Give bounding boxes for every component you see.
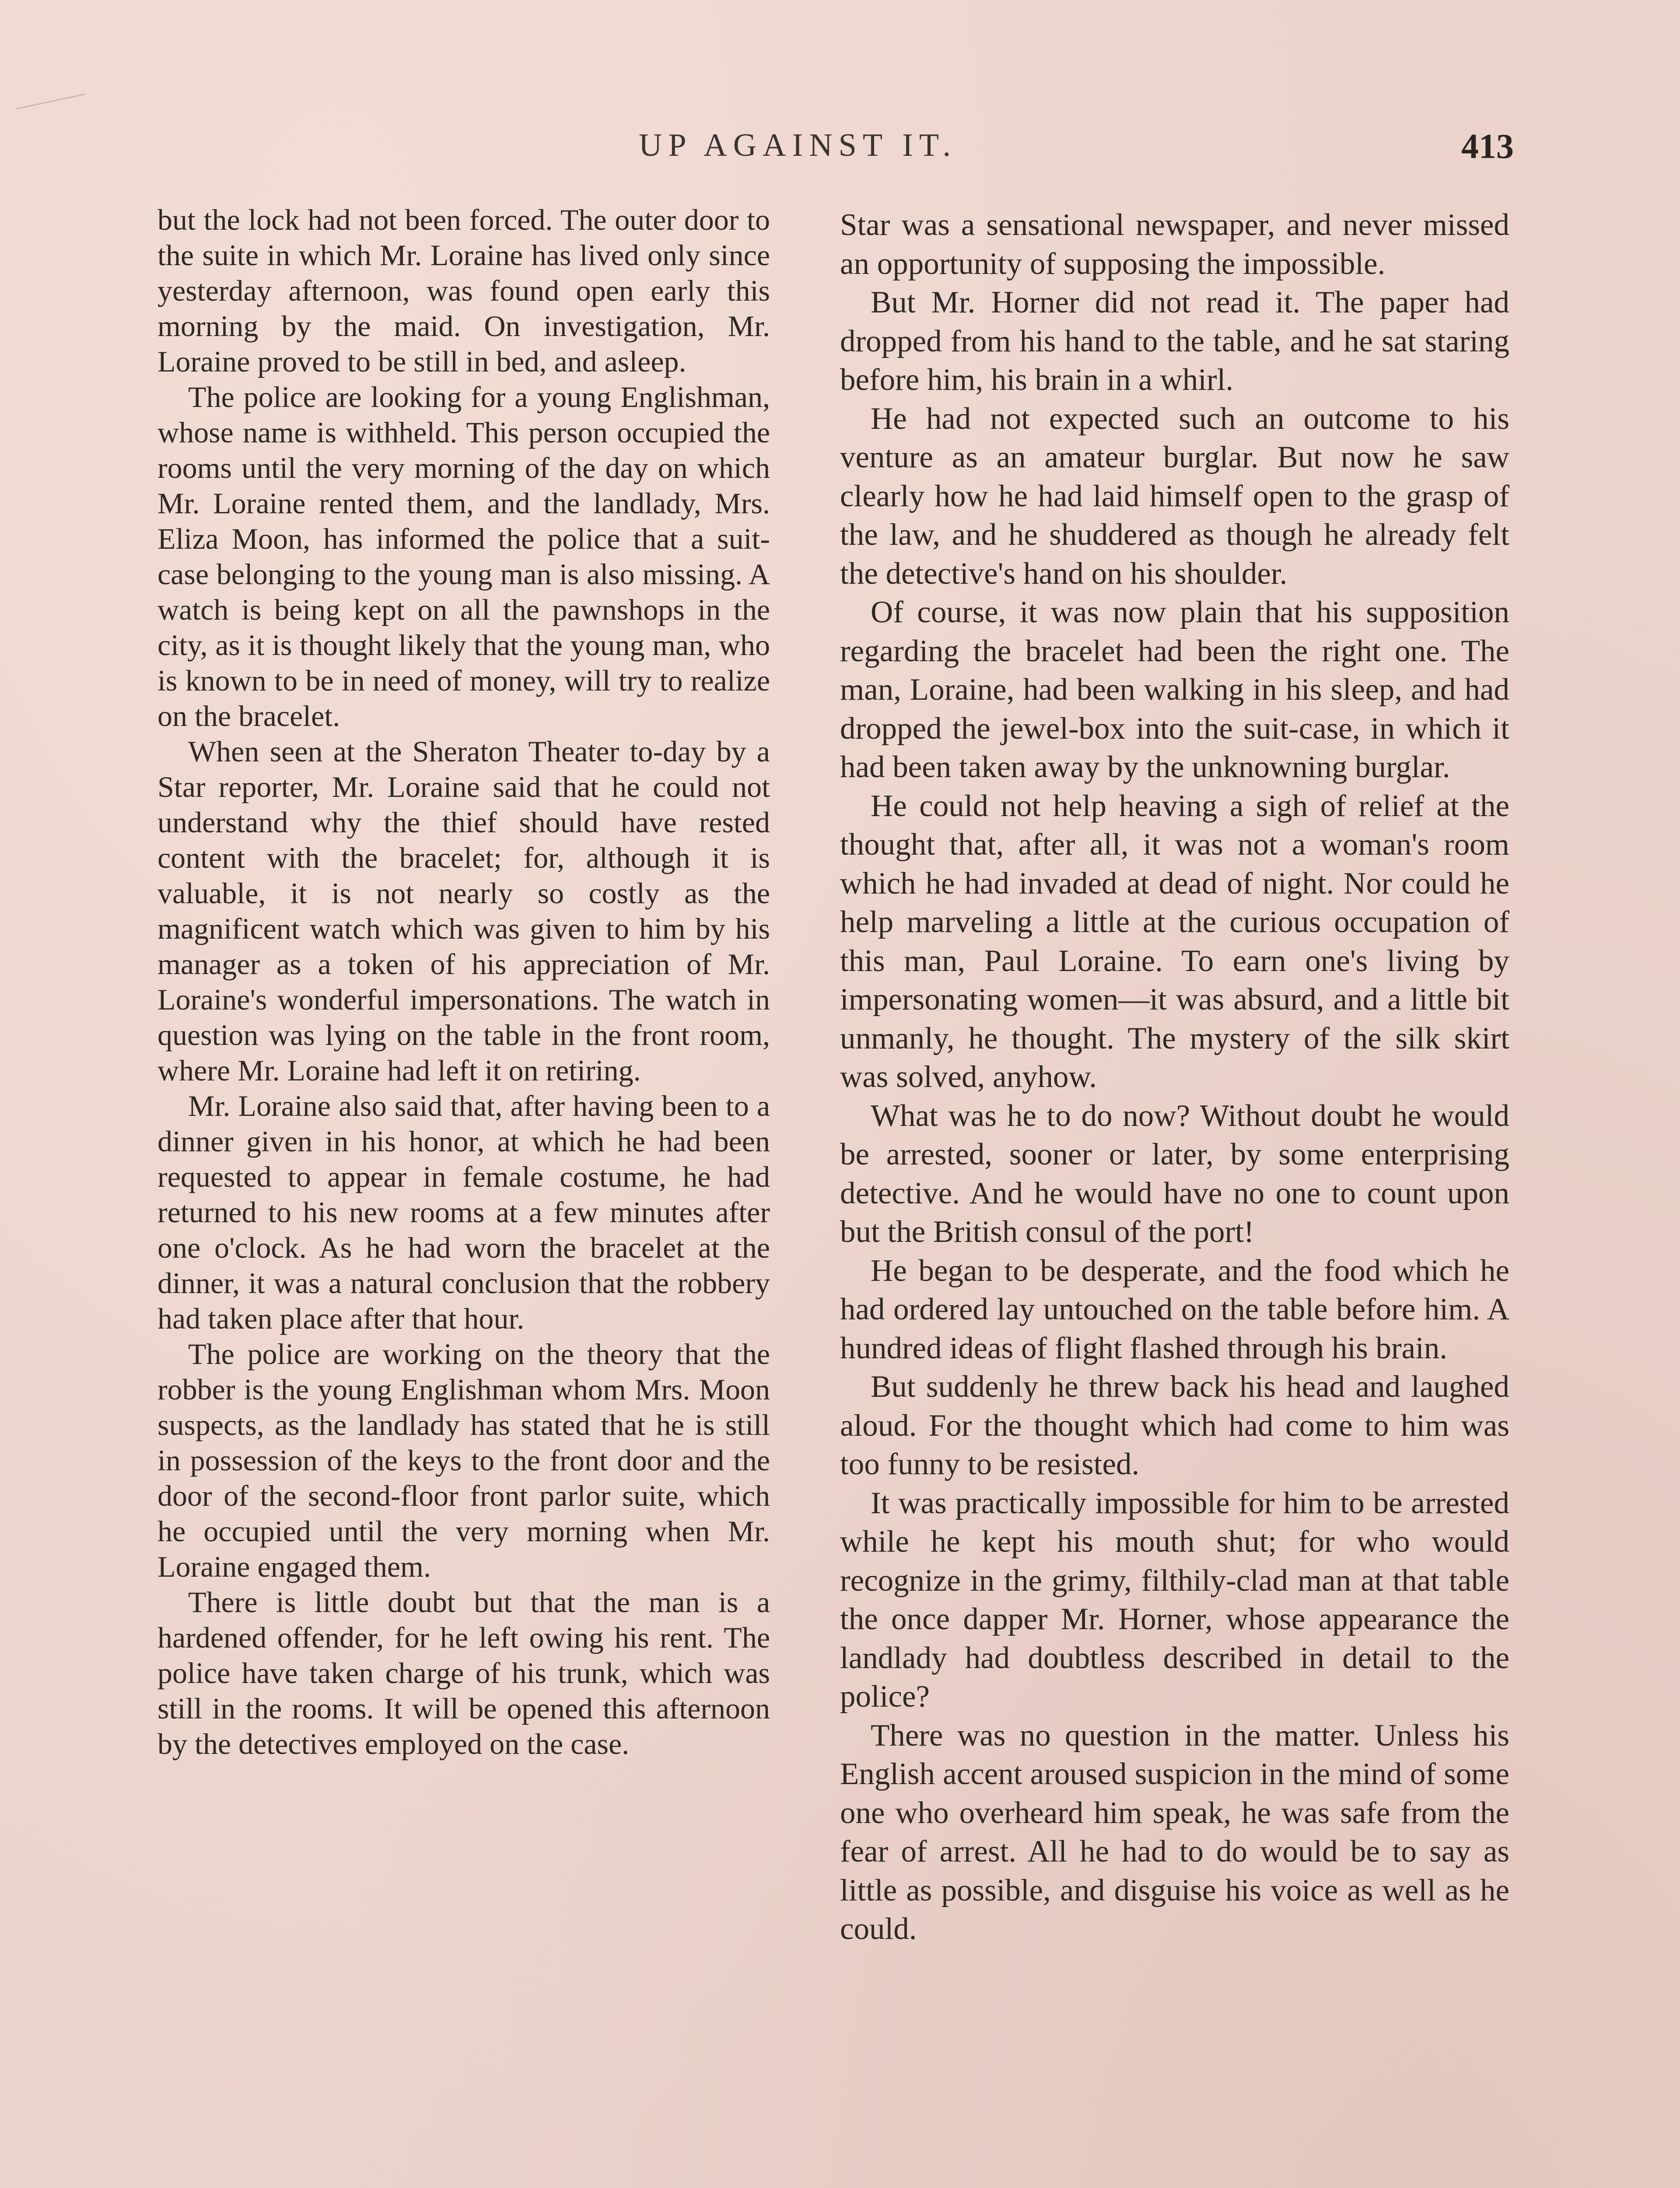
paragraph: There is little doubt but that the man is a hardened offender, for he left owing his rent. The police have taken charge of his trunk, which was still in the rooms. It will be opened this afternoon by the detectives employed on the case. <box>158 1585 770 1760</box>
paragraph: Star was a sensational newspaper, and never missed an opportunity of supposing the impossible. <box>840 208 1509 281</box>
right-column <box>840 206 1509 1949</box>
paragraph: Of course, it was now plain that his supposition regarding the bracelet had been the right one. The man, Loraine, had been walking in his sleep, and had dropped the jewel-box into the suit-case, in which it had been taken away by the unknowning burglar. <box>840 595 1509 784</box>
paragraph: There was no question in the matter. Unless his English accent aroused suspicion in the mind of some one who overheard him speak, he was safe from the fear of arrest. All he had to do would be to say as little as possible, and disguise his voice as well as he could. <box>840 1718 1509 1946</box>
paragraph: When seen at the Sheraton Theater to-day by a Star reporter, Mr. Loraine said that he could not understand why the thief should have rested content with the bracelet; for, although it is valuable, it is not nearly so costly as the magnificent watch which was given to him by his manager as a token of his appreciation of Mr. Loraine's wonderful impersonations. The watch in question was lying on the table in the front room, where Mr. Loraine had left it on retiring. <box>158 735 770 1087</box>
paragraph: but the lock had not been forced. The outer door to the suite in which Mr. Loraine has lived only since yesterday afternoon, was found open early this morning by the maid. On investigation, Mr. Loraine proved to be still in bed, and asleep. <box>158 203 770 378</box>
paragraph: He could not help heaving a sigh of relief at the thought that, after all, it was not a woman's room which he had invaded at dead of night. Nor could he help marveling a little at the curious occupation of this man, Paul Loraine. To earn one's living by impersonating women—it was absurd, and a little bit unmanly, he thought. The mystery of the silk skirt was solved, anyhow. <box>840 789 1509 1094</box>
pencil-mark <box>16 94 88 126</box>
paragraph: He had not expected such an outcome to his venture as an amateur burglar. But now he saw clearly how he had laid himself open to the grasp of the law, and he shuddered as though he already felt the detective's hand on his shoulder. <box>840 401 1509 591</box>
paragraph: It was practically impossible for him to be arrested while he kept his mouth shut; for who would recognize in the grimy, filthily-clad man at that table the once dapper Mr. Horner, whose appearance the landlady had doubtless described in detail to the police? <box>840 1486 1509 1714</box>
page-header <box>0 127 1680 175</box>
paragraph: But Mr. Horner did not read it. The paper had dropped from his hand to the table, and he sat staring before him, his brain in a whirl. <box>840 285 1509 397</box>
paragraph: The police are looking for a young Englishman, whose name is withheld. This person occupied the rooms until the very morning of the day on which Mr. Loraine rented them, and the landlady, Mrs. Eliza Moon, has informed the police that a suit-case belonging to the young man is also missing. A watch is being kept on all the pawnshops in the city, as it is thought likely that the young man, who is known to be in need of money, will try to realize on the bracelet. <box>158 380 770 733</box>
page-number: 413 <box>1461 127 1514 166</box>
paragraph: Mr. Loraine also said that, after having been to a dinner given in his honor, at which he had been requested to appear in female costume, he had returned to his new rooms at a few minutes after one o'clock. As he had worn the bracelet at the dinner, it was a natural conclusion that the robbery had taken place after that hour. <box>158 1089 770 1335</box>
left-column <box>158 202 770 1762</box>
paragraph: What was he to do now? Without doubt he would be arrested, sooner or later, by some enterprising detective. And he would have no one to count upon but the British consul of the port! <box>840 1098 1509 1249</box>
paragraph: He began to be desperate, and the food which he had ordered lay untouched on the table before him. A hundred ideas of flight flashed through his brain. <box>840 1253 1509 1365</box>
running-title: UP AGAINST IT. <box>639 127 957 163</box>
paragraph: The police are working on the theory that the robber is the young Englishman whom Mrs. Moon suspects, as the landlady has stated that he is still in possession of the keys to the front door and the door of the second-floor front parlor suite, which he occupied until the very morning when Mr. Loraine engaged them. <box>158 1337 770 1583</box>
paragraph: But suddenly he threw back his head and laughed aloud. For the thought which had come to him was too funny to be resisted. <box>840 1370 1509 1481</box>
